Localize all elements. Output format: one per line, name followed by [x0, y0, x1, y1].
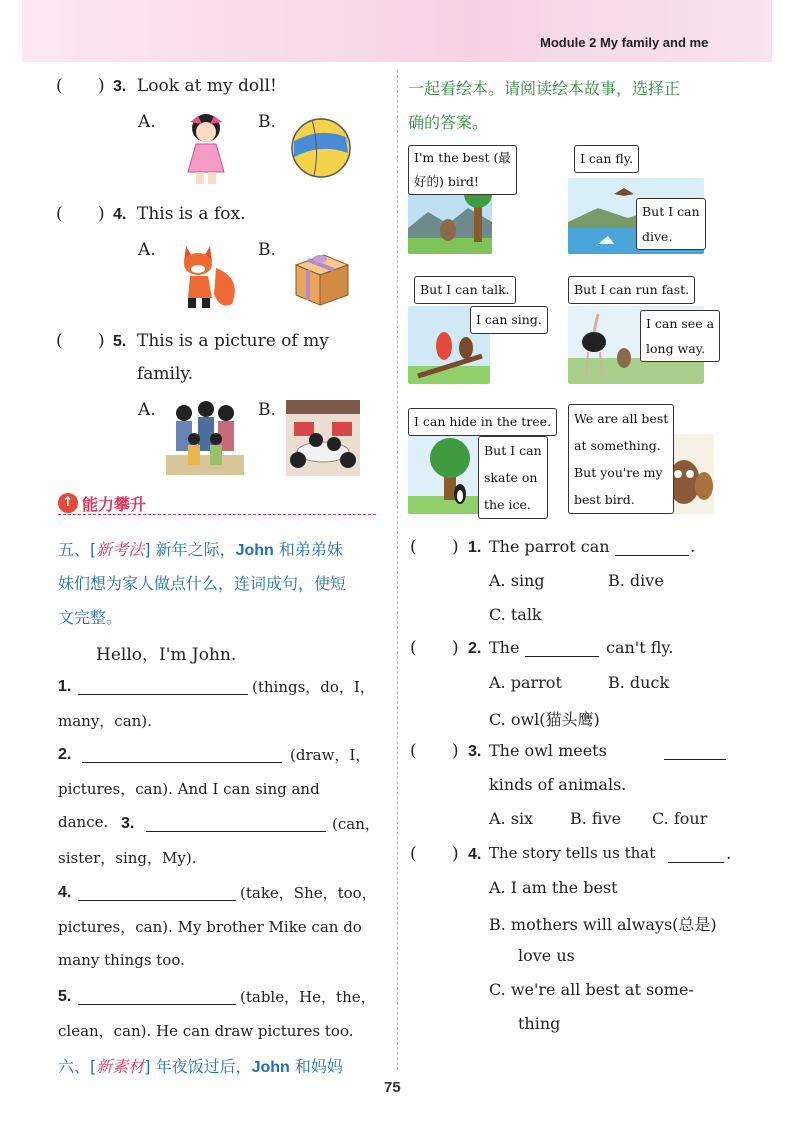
bubble-see-long-way-line1: I can see a: [646, 316, 715, 331]
rq2-paren-open: (: [410, 638, 417, 658]
blank3-input[interactable]: [146, 813, 326, 832]
rq2-option-a: A. parrot: [489, 673, 562, 692]
bubble-best-bird-line2: 好的) bird!: [414, 174, 479, 189]
part5-instruction-line2: 妹们想为家人做点什么，连词成句，使短: [58, 574, 347, 593]
q5-paren-open: (: [56, 331, 63, 351]
bubble-best-at-something: [568, 404, 674, 514]
rq4-option-b-line2: love us: [518, 946, 575, 965]
section-badge-icon: ↑: [58, 493, 78, 513]
q4-text: This is a fox.: [137, 204, 246, 224]
bubble-can-dive: [636, 198, 706, 250]
rq1-paren-open: (: [410, 537, 417, 557]
bubble-best-line2: at something.: [574, 438, 661, 453]
q3-paren-close: ): [98, 76, 105, 96]
q3-text: Look at my doll!: [137, 76, 277, 96]
family-dinner-image: [286, 400, 360, 476]
rq1-number: 1.: [468, 539, 482, 556]
rq2-option-c: C. owl(猫头鹰): [489, 710, 600, 729]
rq1-option-c: C. talk: [489, 605, 542, 624]
q3-paren-open: (: [56, 76, 63, 96]
blank4-words-line3: many things too.: [58, 951, 185, 969]
rq4-paren-close: ): [452, 844, 459, 864]
rq4-option-c-line2: thing: [518, 1014, 561, 1033]
q4-paren-close: ): [98, 204, 105, 224]
bubble-can-dive-line2: dive.: [642, 229, 673, 244]
rq2-option-b: B. duck: [608, 673, 670, 692]
blank1-words-line2: many，can).: [58, 712, 152, 730]
q3-option-b: B.: [258, 112, 276, 132]
blank5-input[interactable]: [78, 986, 236, 1005]
rq4-option-c: C. we're all best at some-: [489, 980, 694, 999]
blank1-words: (things，do，I，: [252, 678, 375, 696]
part6-instruction: [58, 1054, 343, 1077]
q5-number: 5.: [113, 333, 127, 350]
bubble-best-bird-line1: I'm the best (最: [414, 150, 511, 165]
family-photo-image: [166, 399, 244, 475]
part6-after-tag: ] 年夜饭过后，: [144, 1057, 252, 1076]
blank3-words: (can，: [332, 815, 380, 833]
blank2-words: (draw，I，: [290, 746, 371, 764]
q4-option-a: A.: [138, 240, 156, 260]
part5-intro: Hello，I'm John.: [96, 645, 237, 665]
blank1-number: 1.: [58, 678, 72, 695]
q5-option-b: B.: [258, 400, 276, 420]
q5-text: This is a picture of my: [137, 331, 329, 351]
header-title: Module 2 My family and me: [540, 35, 709, 50]
bubble-see-long-way-line2: long way.: [646, 341, 706, 356]
bubble-can-dive-line1: But I can: [642, 204, 700, 219]
blank5-words-line2: clean，can). He can draw pictures too.: [58, 1022, 354, 1040]
rq3-text-line2: kinds of animals.: [489, 775, 627, 794]
q5-paren-close: ): [98, 331, 105, 351]
blank4-input[interactable]: [78, 882, 236, 901]
part5-name: John: [235, 542, 274, 559]
q3-option-a: A.: [138, 112, 156, 132]
rq4-option-b: B. mothers will always(总是): [489, 915, 717, 934]
story-intro-line1: 一起看绘本。请阅读绘本故事，选择正: [408, 79, 681, 98]
q4-option-b: B.: [258, 240, 276, 260]
ball-image: [290, 117, 352, 179]
rq3-option-b: B. five: [570, 809, 622, 828]
doll-image: [176, 110, 236, 188]
page-header-band: [22, 0, 772, 62]
rq4-number: 4.: [468, 846, 482, 863]
bubble-best-bird: [408, 145, 517, 195]
bubble-skate-ice-line1: But I can: [484, 443, 542, 458]
bubble-skate-ice: [478, 436, 548, 519]
section-title: 能力攀升: [82, 495, 147, 514]
fox-image: [176, 238, 242, 312]
story-intro-line2: 确的答案。: [408, 113, 489, 132]
part6-prefix: 六、[: [58, 1057, 97, 1076]
blank5-number: 5.: [58, 988, 72, 1005]
blank2-input[interactable]: [82, 744, 282, 763]
q4-number: 4.: [113, 206, 127, 223]
part6-tag: 新素材: [96, 1057, 145, 1076]
blank2-words-line2: pictures，can). And I can sing and: [58, 780, 320, 798]
blank3-words-line2: sister，sing，My).: [58, 849, 197, 867]
q5-text-line2: family.: [137, 364, 194, 384]
bubble-hide-tree: I can hide in the tree.: [408, 408, 557, 436]
rq2-end: can't fly.: [606, 638, 674, 657]
blank4-words-line2: pictures，can). My brother Mike can do: [58, 918, 362, 936]
part5-instruction-line3: 文完整。: [58, 608, 123, 627]
rq1-option-a: A. sing: [489, 571, 545, 590]
bubble-best-line3: But you're my: [574, 465, 663, 480]
part5-instruction-line1: [58, 537, 343, 560]
rq1-option-b: B. dive: [608, 571, 664, 590]
section-underline: [58, 514, 376, 515]
blank2-number: 2.: [58, 746, 72, 763]
rq3-paren-close: ): [452, 741, 459, 761]
rq2-text: The: [489, 638, 520, 657]
rq3-option-a: A. six: [489, 809, 534, 828]
rq3-blank[interactable]: [664, 741, 726, 760]
q3-number: 3.: [113, 78, 127, 95]
rq2-blank[interactable]: [525, 638, 599, 657]
part5-after-tag: ] 新年之际，: [144, 540, 236, 559]
rq1-paren-close: ): [452, 537, 459, 557]
blank5-words: (table，He，the，: [240, 988, 376, 1006]
rq4-paren-open: (: [410, 844, 417, 864]
rq3-paren-open: (: [410, 741, 417, 761]
rq3-option-c: C. four: [652, 809, 708, 828]
bubble-run-fast: But I can run fast.: [568, 276, 695, 304]
rq4-end: .: [726, 844, 732, 864]
blank2-words-line3: dance.: [58, 813, 109, 831]
part5-prefix: 五、[: [58, 540, 97, 559]
rq2-number: 2.: [468, 640, 482, 657]
blank3-number: 3.: [121, 815, 135, 832]
rq3-text: The owl meets: [489, 741, 607, 760]
blank1-input[interactable]: [78, 676, 248, 695]
rq1-text: The parrot can: [489, 537, 610, 556]
rq1-end: .: [690, 537, 696, 557]
rq3-number: 3.: [468, 743, 482, 760]
part5-tag: 新考法: [96, 540, 145, 559]
blank4-number: 4.: [58, 884, 72, 901]
blank4-words: (take，She，too，: [240, 884, 377, 902]
q4-paren-open: (: [56, 204, 63, 224]
rq4-text: The story tells us that: [489, 844, 656, 862]
part6-name: John: [251, 1059, 290, 1076]
bubble-skate-ice-line3: the ice.: [484, 497, 531, 512]
rq1-blank[interactable]: [615, 537, 689, 556]
gift-box-image: [290, 247, 354, 309]
bubble-skate-ice-line2: skate on: [484, 470, 538, 485]
part6-rest: 和妈妈: [289, 1057, 343, 1076]
part5-line1-rest: 和弟弟妹: [273, 540, 343, 559]
rq2-paren-close: ): [452, 638, 459, 658]
bubble-can-fly: I can fly.: [574, 145, 639, 173]
bubble-best-line4: best bird.: [574, 492, 635, 507]
page-number: 75: [384, 1079, 401, 1096]
bubble-see-long-way: [640, 310, 720, 362]
bubble-can-sing: I can sing.: [470, 306, 548, 334]
q5-option-a: A.: [138, 400, 156, 420]
rq4-blank[interactable]: [668, 844, 724, 863]
bubble-best-line1: We are all best: [574, 411, 669, 426]
rq4-option-a: A. I am the best: [489, 878, 618, 897]
column-divider: [397, 70, 399, 1070]
bubble-can-talk: But I can talk.: [414, 276, 516, 304]
